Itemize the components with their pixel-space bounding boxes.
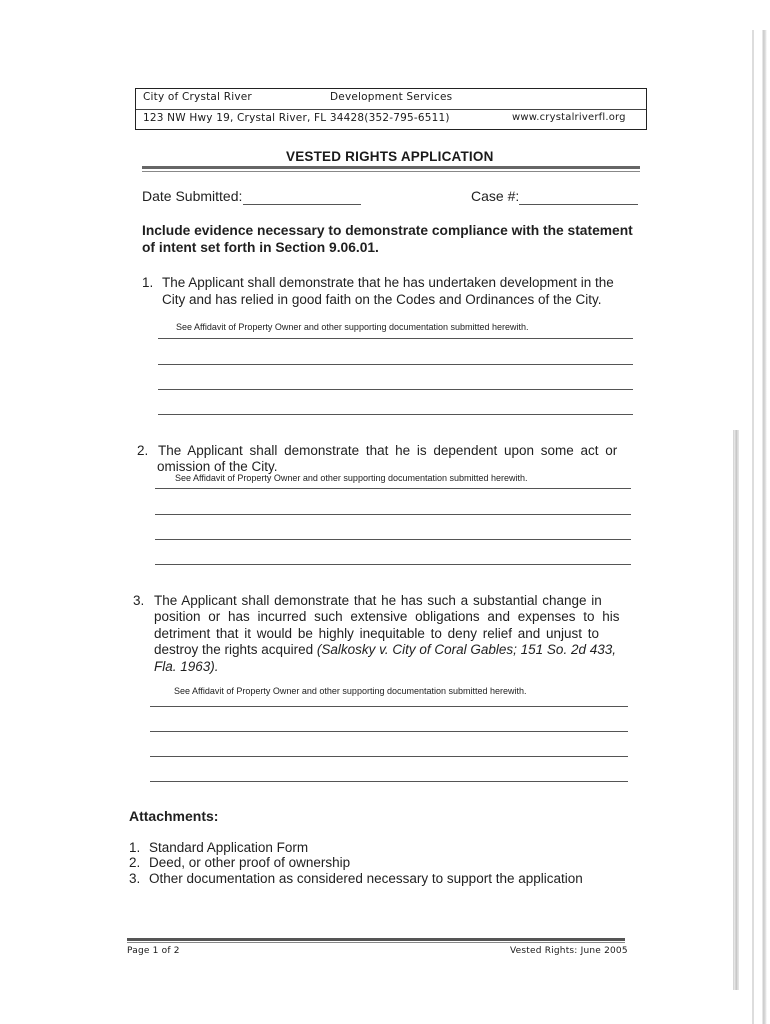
attachment-1-text: Standard Application Form xyxy=(149,840,309,855)
item-3-answer-line[interactable] xyxy=(150,781,628,782)
item-2-line1: The Applicant shall demonstrate that he is dependent upon some act or xyxy=(158,443,618,458)
city-name: City of Crystal River xyxy=(143,91,252,103)
page-number: Page 1 of 2 xyxy=(127,946,180,956)
attachment-2-text: Deed, or other proof of ownership xyxy=(149,855,351,870)
case-number-field[interactable] xyxy=(519,204,638,205)
case-number-label: Case #: xyxy=(471,188,520,204)
item-3-line1: The Applicant shall demonstrate that he has such a substantial change in xyxy=(154,593,602,608)
item-2-answer-line[interactable] xyxy=(155,539,631,540)
item-1-line2: City and has relied in good faith on the Codes and Ordinances of the City. xyxy=(162,292,602,307)
attachment-3-text: Other documentation as considered necessary to support the application xyxy=(149,871,583,886)
item-3-line4 xyxy=(154,641,616,658)
scan-edge-inner xyxy=(733,430,739,990)
attachment-1-number: 1. xyxy=(129,840,141,855)
date-submitted-field[interactable] xyxy=(243,204,361,205)
website-link[interactable]: www.crystalriverfl.org xyxy=(512,112,626,123)
date-submitted-label: Date Submitted: xyxy=(142,188,243,204)
intro-instruction: Include evidence necessary to demonstrate compliance with the statement of intent set forth in Section 9.06.01. xyxy=(142,223,633,255)
item-1-line1: The Applicant shall demonstrate that he has undertaken development in the xyxy=(162,275,614,290)
item-1-number: 1. xyxy=(142,275,154,290)
attachments-heading: Attachments: xyxy=(129,808,219,824)
address: 123 NW Hwy 19, Crystal River, FL 34428(352-795-6511) xyxy=(143,112,450,124)
item-3-line5: Fla. 1963). xyxy=(154,659,219,674)
item-2-answer[interactable]: See Affidavit of Property Owner and other supporting documentation submitted herewith. xyxy=(175,473,528,483)
form-revision: Vested Rights: June 2005 xyxy=(510,946,628,956)
title-rule-thin xyxy=(142,171,640,172)
item-1-answer[interactable]: See Affidavit of Property Owner and other supporting documentation submitted herewith. xyxy=(176,322,529,332)
item-2-line2: omission of the City. xyxy=(157,459,278,474)
item-3-line3: detriment that it would be highly inequitable to deny relief and unjust to xyxy=(154,626,600,641)
scan-edge xyxy=(748,30,770,1024)
attachment-2-number: 2. xyxy=(129,855,141,870)
item-3-answer-line[interactable] xyxy=(150,706,628,707)
page-title: VESTED RIGHTS APPLICATION xyxy=(286,149,494,164)
item-2-answer-line[interactable] xyxy=(155,514,631,515)
item-1-answer-line[interactable] xyxy=(158,389,633,390)
title-rule xyxy=(142,166,640,169)
item-3-number: 3. xyxy=(133,593,145,608)
attachment-3-number: 3. xyxy=(129,871,141,886)
footer-rule xyxy=(127,938,625,941)
letterhead-divider xyxy=(136,109,646,110)
item-3-citation: (Salkosky v. City of Coral Gables; 151 So. 2d 433, xyxy=(316,642,616,657)
item-1-answer-line[interactable] xyxy=(158,414,633,415)
item-1-answer-line[interactable] xyxy=(158,364,633,365)
item-3-answer-line[interactable] xyxy=(150,731,628,732)
item-3-line4-text: destroy the rights acquired xyxy=(154,642,317,657)
item-3-answer[interactable]: See Affidavit of Property Owner and other supporting documentation submitted herewith. xyxy=(174,686,527,696)
item-2-answer-line[interactable] xyxy=(155,488,631,489)
item-3-line2: position or has incurred such extensive obligations and expenses to his xyxy=(154,609,620,624)
item-3-answer-line[interactable] xyxy=(150,756,628,757)
item-2-answer-line[interactable] xyxy=(155,564,631,565)
footer-rule-thin xyxy=(127,942,625,943)
department-name: Development Services xyxy=(330,91,453,103)
item-2-number: 2. xyxy=(137,443,149,458)
item-1-answer-line[interactable] xyxy=(158,338,633,339)
